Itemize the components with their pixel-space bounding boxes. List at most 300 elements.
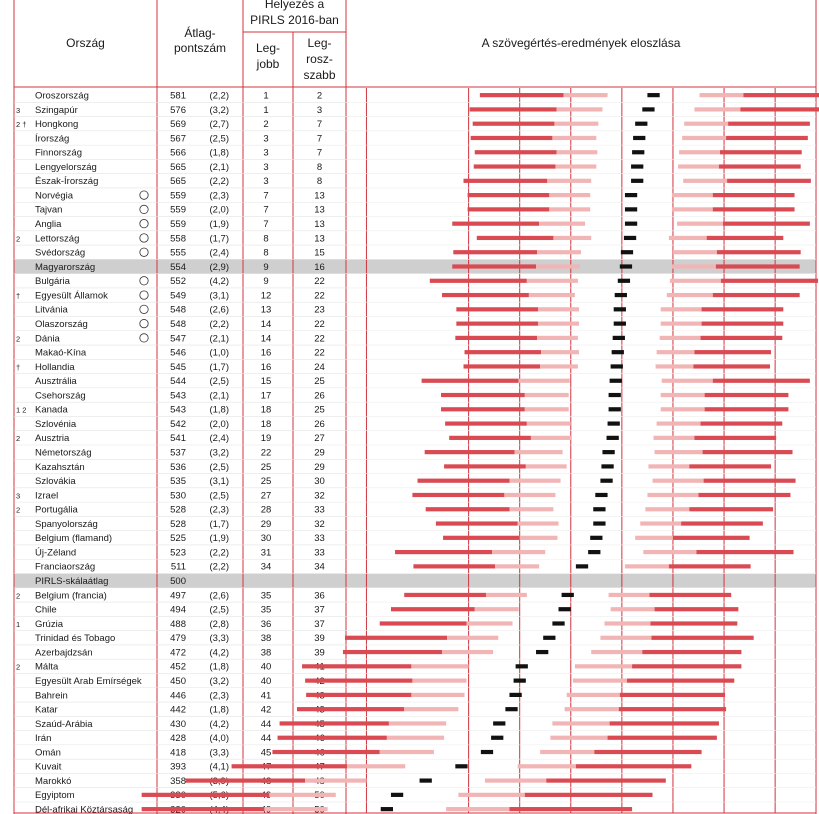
mean-marker xyxy=(601,464,613,468)
worst-rank: 3 xyxy=(316,104,323,116)
mean-marker xyxy=(455,764,467,768)
worst-rank: 7 xyxy=(316,133,323,145)
mean-score: 547 xyxy=(170,333,186,345)
country-label: Magyarország xyxy=(35,261,96,273)
mean-marker xyxy=(509,693,521,697)
percentile-bar-outer xyxy=(426,507,510,511)
mean-score: 535 xyxy=(170,476,186,488)
mean-score: 581 xyxy=(170,90,186,102)
percentile-bar-inner xyxy=(648,464,689,468)
percentile-bar-inner xyxy=(389,721,446,725)
footnote-marker: 3 xyxy=(16,491,21,501)
standard-error: (2,4) xyxy=(209,433,229,445)
percentile-bar-inner xyxy=(647,493,698,497)
mean-score: 393 xyxy=(170,761,186,773)
country-label: Egyesült Államok xyxy=(35,290,108,302)
country-label: Egyiptom xyxy=(35,790,75,802)
percentile-bar-outer xyxy=(707,236,784,240)
standard-error: (1,0) xyxy=(209,347,229,359)
mean-marker xyxy=(633,136,645,140)
percentile-bar-inner xyxy=(554,122,598,126)
percentile-bar-outer xyxy=(272,750,379,754)
percentile-bar-outer xyxy=(704,479,796,483)
percentile-bar-outer xyxy=(721,279,818,283)
percentile-bar-inner xyxy=(525,407,569,411)
worst-rank: 26 xyxy=(314,418,325,430)
mean-score: 559 xyxy=(170,190,186,202)
mean-score: 528 xyxy=(170,518,186,530)
country-label: PIRLS-skálaátlag xyxy=(35,576,109,588)
percentile-bar-inner xyxy=(552,721,609,725)
worst-rank: 36 xyxy=(314,590,325,602)
mean-marker xyxy=(600,479,612,483)
percentile-bar-outer xyxy=(743,93,819,97)
percentile-bar-inner xyxy=(536,264,580,268)
mean-score: 500 xyxy=(170,576,186,588)
country-label: Grúzia xyxy=(35,618,63,630)
percentile-bar-outer xyxy=(705,407,789,411)
percentile-bar-inner xyxy=(657,421,701,425)
best-rank: 44 xyxy=(260,733,272,745)
country-label: Oroszország xyxy=(35,90,89,102)
footnote-marker: 2 xyxy=(16,591,21,601)
percentile-bar-inner xyxy=(670,279,721,283)
mean-marker xyxy=(514,679,526,683)
percentile-bar-outer xyxy=(673,536,750,540)
standard-error: (2,1) xyxy=(209,333,229,345)
percentile-bar-inner xyxy=(640,521,681,525)
country-label: Spanyolország xyxy=(35,518,98,530)
standard-error: (3,2) xyxy=(209,447,229,459)
worst-rank: 33 xyxy=(314,533,325,545)
standard-error: (3,1) xyxy=(209,476,229,488)
standard-error: (3,2) xyxy=(209,104,229,116)
mean-score: 559 xyxy=(170,219,186,231)
standard-error: (2,7) xyxy=(209,119,229,131)
mean-score: 541 xyxy=(170,433,186,445)
worst-rank: 22 xyxy=(314,318,325,330)
best-rank: 3 xyxy=(263,133,269,145)
footnote-marker: 2 † xyxy=(16,120,27,130)
mean-marker xyxy=(607,436,619,440)
percentile-bar-inner xyxy=(611,607,655,611)
percentile-bar-outer xyxy=(701,421,783,425)
header-rank-group: Helyezés a xyxy=(264,0,325,11)
header-worst: Leg- xyxy=(307,36,332,50)
percentile-bar-inner xyxy=(404,707,458,711)
percentile-bar-outer xyxy=(302,664,411,668)
standard-error: (2,5) xyxy=(209,133,229,145)
mean-score: 558 xyxy=(170,233,186,245)
country-label: Katar xyxy=(35,704,58,716)
percentile-bar-inner xyxy=(591,650,642,654)
mean-marker xyxy=(631,179,643,183)
percentile-bar-inner xyxy=(446,807,509,811)
country-label: Bulgária xyxy=(35,276,70,288)
best-rank: 18 xyxy=(260,404,272,416)
worst-rank: 30 xyxy=(314,476,325,488)
percentile-bar-inner xyxy=(526,464,567,468)
best-rank: 28 xyxy=(260,504,272,516)
worst-rank: 16 xyxy=(314,261,325,273)
percentile-bar-inner xyxy=(657,350,695,354)
percentile-bar-inner xyxy=(541,350,579,354)
best-rank: 9 xyxy=(263,276,269,288)
percentile-bar-outer xyxy=(142,793,270,797)
percentile-bar-outer xyxy=(652,636,754,640)
percentile-bar-outer xyxy=(464,364,541,368)
percentile-bar-outer xyxy=(655,607,739,611)
country-label: Bahrein xyxy=(35,690,68,702)
mean-score: 446 xyxy=(170,690,186,702)
header-worst: rosz- xyxy=(306,52,333,66)
percentile-bar-outer xyxy=(719,164,801,168)
percentile-bar-inner xyxy=(667,293,713,297)
country-label: Dánia xyxy=(35,333,60,345)
best-rank: 27 xyxy=(260,490,272,502)
significance-circle-icon xyxy=(140,234,148,242)
mean-score: 546 xyxy=(170,347,186,359)
best-rank: 1 xyxy=(263,90,269,102)
header-mean: pontszám xyxy=(173,41,227,55)
percentile-bar-inner xyxy=(495,564,539,568)
standard-error: (2,6) xyxy=(209,304,229,316)
country-label: Izrael xyxy=(35,490,59,502)
mean-marker xyxy=(614,322,626,326)
mean-score: 548 xyxy=(170,318,186,330)
standard-error: (2,5) xyxy=(209,461,229,473)
percentile-bar-inner xyxy=(531,436,572,440)
best-rank: 7 xyxy=(263,204,269,216)
header-rank-group: PIRLS 2016-ban xyxy=(250,13,339,27)
percentile-bar-outer xyxy=(413,564,495,568)
percentile-bar-inner xyxy=(269,793,335,797)
percentile-bar-inner xyxy=(672,207,713,211)
country-label: Kuvait xyxy=(35,761,62,773)
footnote-marker: † xyxy=(16,362,21,372)
percentile-bar-outer xyxy=(649,593,731,597)
percentile-bar-inner xyxy=(673,250,717,254)
percentile-bar-outer xyxy=(696,550,793,554)
worst-rank: 34 xyxy=(314,561,325,573)
mean-marker xyxy=(614,307,626,311)
worst-rank: 22 xyxy=(314,333,325,345)
country-label: Ausztria xyxy=(35,433,70,445)
percentile-bar-outer xyxy=(717,250,801,254)
best-rank: 1 xyxy=(263,104,269,116)
country-label: Olaszország xyxy=(35,318,88,330)
percentile-bar-inner xyxy=(305,778,366,782)
country-label: Észak-Írország xyxy=(35,176,99,188)
header-worst: szabb xyxy=(303,68,336,82)
best-rank: 38 xyxy=(260,647,272,659)
standard-error: (2,3) xyxy=(209,190,229,202)
significance-circle-icon xyxy=(140,319,148,327)
percentile-bar-outer xyxy=(650,621,737,625)
country-label: Belgium (flamand) xyxy=(35,533,113,545)
mean-marker xyxy=(642,107,654,111)
percentile-bar-outer xyxy=(689,464,771,468)
worst-rank: 37 xyxy=(314,618,325,630)
worst-rank: 22 xyxy=(314,347,325,359)
country-label: Finnország xyxy=(35,147,82,159)
best-rank: 14 xyxy=(260,333,272,345)
standard-error: (1,8) xyxy=(209,404,229,416)
percentile-bar-inner xyxy=(458,793,524,797)
percentile-bar-outer xyxy=(703,450,793,454)
mean-score: 542 xyxy=(170,418,186,430)
percentile-bar-inner xyxy=(600,636,651,640)
country-label: Hollandia xyxy=(35,361,75,373)
standard-error: (4,1) xyxy=(209,761,229,773)
standard-error: (2,0) xyxy=(209,204,229,216)
percentile-bar-outer xyxy=(713,193,795,197)
best-rank: 31 xyxy=(260,547,272,559)
mean-marker xyxy=(618,279,630,283)
percentile-bar-inner xyxy=(605,621,651,625)
standard-error: (1,7) xyxy=(209,361,229,373)
worst-rank: 33 xyxy=(314,547,325,559)
standard-error: (1,9) xyxy=(209,219,229,231)
mean-score: 450 xyxy=(170,675,186,687)
standard-error: (1,8) xyxy=(209,147,229,159)
country-label: Szingapúr xyxy=(35,104,78,116)
country-label: Franciaország xyxy=(35,561,96,573)
percentile-bar-outer xyxy=(441,407,525,411)
worst-rank: 32 xyxy=(314,518,325,530)
country-label: Szaúd-Arábia xyxy=(35,718,93,730)
best-rank: 35 xyxy=(260,590,272,602)
percentile-bar-inner xyxy=(683,179,727,183)
percentile-bar-inner xyxy=(547,179,591,183)
percentile-bar-inner xyxy=(504,493,555,497)
mean-score: 418 xyxy=(170,747,186,759)
percentile-bar-inner xyxy=(669,236,707,240)
percentile-bar-outer xyxy=(480,93,564,97)
percentile-bar-outer xyxy=(441,393,525,397)
percentile-bar-outer xyxy=(391,607,475,611)
mean-marker xyxy=(632,150,644,154)
percentile-bar-outer xyxy=(404,593,486,597)
percentile-bar-outer xyxy=(713,379,810,383)
mean-score: 565 xyxy=(170,161,186,173)
country-label: Anglia xyxy=(35,219,62,231)
country-label: Omán xyxy=(35,747,61,759)
percentile-bar-outer xyxy=(576,764,691,768)
percentile-bar-outer xyxy=(471,136,553,140)
mean-score: 552 xyxy=(170,276,186,288)
percentile-bar-outer xyxy=(723,222,810,226)
mean-score: 494 xyxy=(170,604,186,616)
percentile-bar-outer xyxy=(445,421,527,425)
significance-circle-icon xyxy=(140,205,148,213)
percentile-bar-outer xyxy=(681,521,763,525)
percentile-bar-inner xyxy=(700,93,744,97)
country-label: Marokkó xyxy=(35,775,72,787)
percentile-bar-outer xyxy=(456,322,538,326)
worst-rank: 8 xyxy=(316,161,323,173)
header-country: Ország xyxy=(66,36,105,50)
percentile-bar-outer xyxy=(727,179,811,183)
best-rank: 41 xyxy=(260,690,272,702)
percentile-bar-inner xyxy=(556,107,602,111)
percentile-bar-outer xyxy=(689,507,773,511)
best-rank: 40 xyxy=(260,675,272,687)
percentile-bar-outer xyxy=(477,236,554,240)
best-rank: 22 xyxy=(260,447,272,459)
percentile-bar-outer xyxy=(343,650,442,654)
percentile-bar-outer xyxy=(475,150,557,154)
worst-rank: 33 xyxy=(314,504,325,516)
mean-marker xyxy=(647,93,659,97)
percentile-bar-outer xyxy=(726,136,808,140)
mean-score: 428 xyxy=(170,733,186,745)
percentile-bar-outer xyxy=(620,693,725,697)
best-rank: 3 xyxy=(263,176,269,188)
percentile-bar-inner xyxy=(661,322,702,326)
footnote-marker: 1 2 xyxy=(16,405,27,415)
best-rank: 34 xyxy=(260,561,272,573)
percentile-bar-outer xyxy=(694,350,771,354)
best-rank: 2 xyxy=(263,119,269,131)
percentile-bar-inner xyxy=(519,379,570,383)
percentile-bar-outer xyxy=(465,350,542,354)
standard-error: (3,3) xyxy=(209,747,229,759)
best-rank: 30 xyxy=(260,533,272,545)
best-rank: 17 xyxy=(260,390,272,402)
worst-rank: 37 xyxy=(314,604,325,616)
percentile-bar-outer xyxy=(468,207,550,211)
header-mean: Átlag- xyxy=(184,26,216,40)
mean-score: 554 xyxy=(170,261,186,273)
percentile-bar-outer xyxy=(280,721,389,725)
mean-marker xyxy=(624,236,636,240)
percentile-bar-inner xyxy=(677,222,723,226)
country-label: Makaó-Kína xyxy=(35,347,87,359)
percentile-bar-inner xyxy=(609,593,650,597)
percentile-bar-inner xyxy=(655,450,703,454)
percentile-bar-inner xyxy=(411,664,468,668)
country-label: Belgium (francia) xyxy=(35,590,107,602)
standard-error: (3,3) xyxy=(209,633,229,645)
percentile-bar-outer xyxy=(232,764,347,768)
country-label: Svédország xyxy=(35,247,86,259)
percentile-bar-outer xyxy=(720,150,802,154)
mean-marker xyxy=(611,364,623,368)
mean-score: 548 xyxy=(170,304,186,316)
percentile-bar-inner xyxy=(565,707,619,711)
header-best: jobb xyxy=(256,57,280,71)
mean-marker xyxy=(609,407,621,411)
percentile-bar-outer xyxy=(345,636,447,640)
mean-marker xyxy=(621,250,633,254)
mean-marker xyxy=(391,793,403,797)
best-rank: 15 xyxy=(260,376,272,388)
percentile-bar-inner xyxy=(518,764,576,768)
percentile-bar-inner xyxy=(538,307,579,311)
country-label: Ausztrália xyxy=(35,376,77,388)
percentile-bar-outer xyxy=(546,778,666,782)
worst-rank: 13 xyxy=(314,204,325,216)
standard-error: (1,7) xyxy=(209,518,229,530)
percentile-bar-inner xyxy=(567,693,620,697)
percentile-bar-outer xyxy=(395,550,492,554)
mean-marker xyxy=(612,350,624,354)
mean-marker xyxy=(420,778,432,782)
mean-marker xyxy=(610,379,622,383)
best-rank: 3 xyxy=(263,147,269,159)
mean-score: 530 xyxy=(170,490,186,502)
percentile-bar-outer xyxy=(278,736,387,740)
percentile-bar-inner xyxy=(540,750,594,754)
percentile-bar-outer xyxy=(305,679,412,683)
mean-marker xyxy=(516,664,528,668)
percentile-bar-inner xyxy=(412,679,466,683)
percentile-bar-inner xyxy=(442,650,493,654)
country-label: Szlovákia xyxy=(35,476,76,488)
standard-error: (3,1) xyxy=(209,290,229,302)
percentile-bar-inner xyxy=(672,193,713,197)
mean-marker xyxy=(536,650,548,654)
percentile-bar-outer xyxy=(608,736,717,740)
best-rank: 35 xyxy=(260,604,272,616)
footnote-marker: 2 xyxy=(16,505,21,515)
percentile-bar-inner xyxy=(347,764,405,768)
percentile-bar-outer xyxy=(713,207,795,211)
mean-marker xyxy=(562,593,574,597)
standard-error: (1,8) xyxy=(209,661,229,673)
mean-score: 569 xyxy=(170,119,186,131)
mean-marker xyxy=(493,721,505,725)
percentile-bar-outer xyxy=(716,264,800,268)
percentile-bar-inner xyxy=(573,679,627,683)
standard-error: (2,2) xyxy=(209,176,229,188)
standard-error: (1,8) xyxy=(209,704,229,716)
country-label: Hongkong xyxy=(35,119,79,131)
best-rank: 44 xyxy=(260,718,272,730)
worst-rank: 22 xyxy=(314,276,325,288)
percentile-bar-inner xyxy=(550,736,607,740)
country-label: Norvégia xyxy=(35,190,74,202)
percentile-bar-outer xyxy=(186,778,306,782)
percentile-bar-outer xyxy=(669,564,751,568)
mean-score: 545 xyxy=(170,361,186,373)
percentile-bar-outer xyxy=(442,293,529,297)
percentile-bar-inner xyxy=(556,150,597,154)
percentile-bar-inner xyxy=(520,536,558,540)
percentile-bar-inner xyxy=(537,336,578,340)
worst-rank: 7 xyxy=(316,147,323,159)
mean-score: 358 xyxy=(170,775,186,787)
mean-marker xyxy=(593,507,605,511)
percentile-bar-inner xyxy=(539,222,585,226)
percentile-bar-outer xyxy=(740,107,819,111)
country-label: Kanada xyxy=(35,404,68,416)
mean-marker xyxy=(381,807,393,811)
country-label: Németország xyxy=(35,447,92,459)
standard-error: (1,9) xyxy=(209,533,229,545)
percentile-bar-inner xyxy=(549,193,590,197)
best-rank: 25 xyxy=(260,461,272,473)
percentile-bar-inner xyxy=(527,279,578,283)
significance-circle-icon xyxy=(140,248,148,256)
footnote-marker: 1 xyxy=(16,619,21,629)
percentile-bar-inner xyxy=(682,136,726,140)
percentile-bar-outer xyxy=(380,621,467,625)
mean-marker xyxy=(552,621,564,625)
standard-error: (2,3) xyxy=(209,504,229,516)
mean-marker xyxy=(625,222,637,226)
